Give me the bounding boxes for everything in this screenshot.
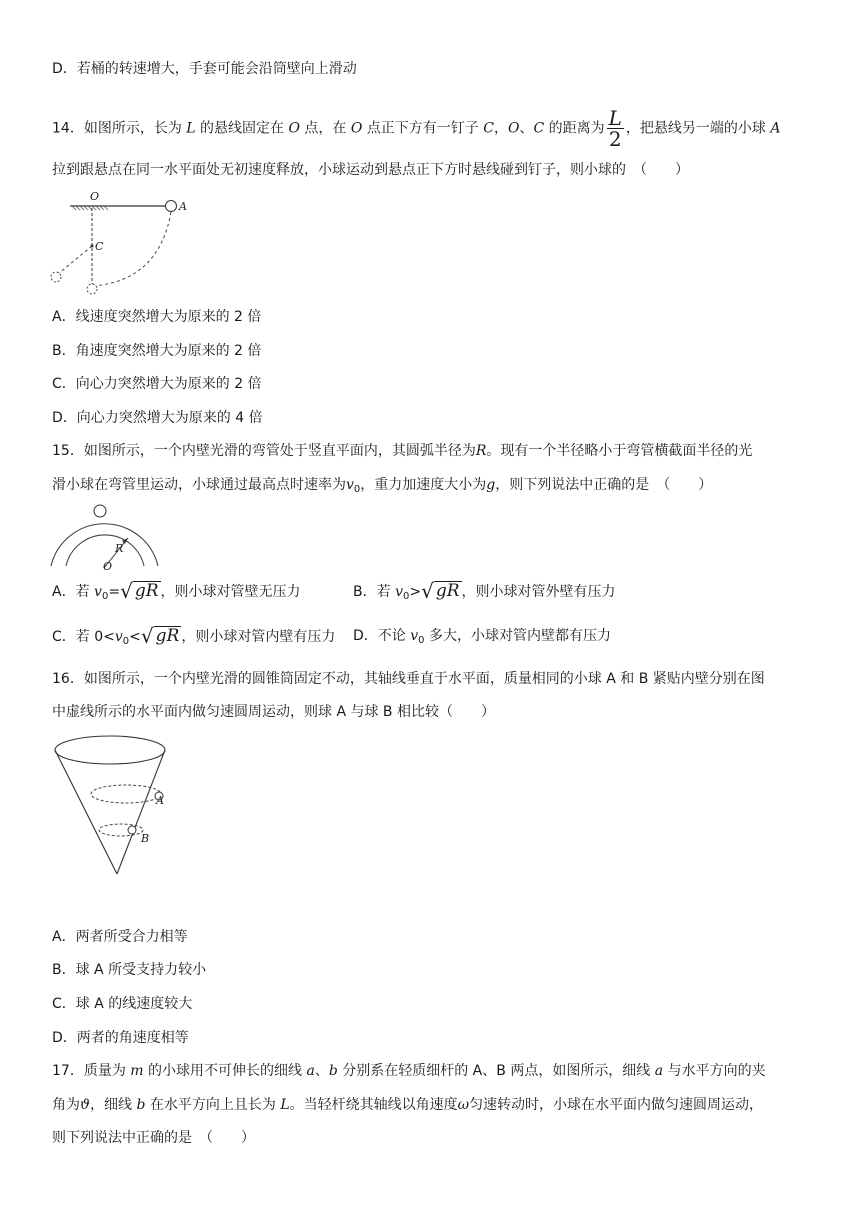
fig-label-R: R (115, 542, 124, 555)
text: < (129, 629, 141, 645)
fig-label-A: A (179, 200, 187, 213)
subscript: 0 (402, 591, 410, 602)
text: 的小球用不可伸长的细线 (143, 1063, 307, 1079)
sqrt-icon: √ (120, 579, 133, 603)
text: 。现有一个半径略小于弯管横截面半径的光 (486, 443, 753, 459)
text: 的悬线固定在 (200, 120, 285, 137)
q13-option-d: D．若桶的转速增大，手套可能会沿筒壁向上滑动 (52, 61, 357, 77)
q14-pendulum-figure (44, 190, 204, 300)
var-a: a (306, 1063, 315, 1079)
text: 17．质量为 (52, 1063, 131, 1079)
sqrt-content: gR (134, 581, 159, 601)
q14-stem-line2: 拉到跟悬点在同一水平面处无初速度释放，小球运动到悬点正下方时悬线碰到钉子，则小球的 （ ） (52, 162, 689, 178)
text: 15．如图所示，一个内壁光滑的弯管处于竖直平面内，其圆弧半径为 (52, 443, 476, 459)
q14-stem-line1 (52, 108, 781, 149)
q16-stem-line1: 16．如图所示，一个内壁光滑的圆锥筒固定不动，其轴线垂直于水平面，质量相同的小球 A 和 B 紧贴内壁分别在图 (52, 671, 765, 687)
text: C．若 0< (52, 629, 115, 645)
var-m: m (130, 1063, 144, 1079)
fig-label-O: O (90, 190, 100, 203)
text: 点，在 (304, 120, 347, 137)
q14-option-b: B．角速度突然增大为原来的 2 倍 (52, 343, 262, 359)
text: ，细线 (90, 1097, 137, 1113)
text: 、 (519, 120, 534, 137)
var-C: C (533, 120, 545, 137)
text: > (409, 584, 422, 600)
var-v: v (346, 477, 354, 493)
text: 点正下方有一钉子 (366, 120, 479, 137)
text: 的距离为 (548, 120, 605, 137)
q14-option-d: D．向心力突然增大为原来的 4 倍 (52, 410, 263, 426)
text: ，则下列说法中正确的是 （ ） (495, 477, 713, 493)
text: 、 (314, 1063, 329, 1079)
text: D．不论 (353, 628, 411, 644)
fig-label-B: B (141, 832, 150, 845)
text: 在水平方向上且长为 (145, 1097, 281, 1113)
sqrt-icon: √ (140, 624, 154, 648)
text: A．若 (52, 584, 95, 600)
subscript: 0 (353, 484, 361, 495)
q16-cone-figure (50, 732, 180, 878)
q16-option-d: D．两者的角速度相等 (52, 1030, 189, 1046)
text: 匀速转动时，小球在水平面内做匀速圆周运动， (469, 1097, 764, 1113)
q16-option-b: B．球 A 所受支持力较小 (52, 962, 207, 978)
var-R: R (475, 443, 487, 459)
subscript: 0 (122, 636, 130, 647)
q15-option-a (52, 581, 301, 607)
var-a: a (654, 1063, 664, 1079)
q15-option-c (52, 626, 335, 652)
var-C: C (483, 120, 494, 137)
var-O: O (288, 120, 300, 137)
text: ，把悬线另一端的小球 (625, 120, 766, 137)
var-v: v (114, 629, 123, 645)
text: ，则小球对管壁无压力 (160, 584, 301, 600)
var-O: O (507, 120, 520, 137)
text: 滑小球在弯管里运动，小球通过最高点时速率为 (52, 477, 346, 493)
var-L: L (186, 120, 196, 137)
text: B．若 (353, 584, 396, 600)
fig-label-O: O (103, 560, 113, 572)
sqrt-content: gR (155, 626, 180, 646)
q15-tube-figure (48, 500, 163, 572)
subscript: 0 (101, 591, 109, 602)
text: 。当轻杆绕其轴线以角速度 (289, 1097, 458, 1113)
fraction-L-over-2 (607, 108, 624, 149)
q15-stem-line1 (52, 441, 752, 461)
var-omega: ω (457, 1097, 470, 1113)
text: 分别系在轻质细杆的 A、B 两点，如图所示，细线 (337, 1063, 655, 1079)
q15-stem-line2 (52, 475, 712, 500)
var-v: v (410, 628, 419, 644)
var-g: g (486, 477, 496, 493)
q14-option-c: C．向心力突然增大为原来的 2 倍 (52, 376, 262, 392)
text: ，则小球对管外壁有压力 (461, 584, 616, 600)
text: 与水平方向的夹 (663, 1063, 766, 1079)
denominator: 2 (608, 127, 622, 151)
q16-stem-line2: 中虚线所示的水平面内做匀速圆周运动，则球 A 与球 B 相比较（ ） (52, 704, 495, 720)
q14-option-a: A．线速度突然增大为原来的 2 倍 (52, 309, 262, 325)
text: ，则小球对管内壁有压力 (181, 629, 336, 645)
var-O: O (350, 120, 363, 137)
q17-stem-line3: 则下列说法中正确的是 （ ） (52, 1130, 255, 1146)
text: ， (493, 120, 508, 137)
q17-stem-line1 (52, 1061, 766, 1081)
text: ，重力加速度大小为 (360, 477, 487, 493)
text: 多大，小球对管内壁都有压力 (424, 628, 611, 644)
q15-option-b (353, 581, 616, 607)
var-A: A (770, 120, 781, 137)
text: 角为 (52, 1097, 80, 1113)
q15-option-d (353, 626, 611, 651)
q17-stem-line2 (52, 1095, 763, 1115)
var-v: v (94, 584, 102, 600)
text: 14．如图所示，长为 (52, 120, 182, 137)
sqrt-content: gR (435, 581, 460, 601)
var-b: b (328, 1063, 338, 1079)
q16-option-c: C．球 A 的线速度较大 (52, 996, 193, 1012)
fig-label-A: A (156, 794, 164, 807)
numerator: L (608, 106, 622, 130)
text: = (108, 584, 121, 600)
var-b: b (136, 1097, 146, 1113)
var-L: L (280, 1097, 290, 1113)
sqrt-icon: √ (421, 579, 434, 603)
subscript: 0 (418, 635, 425, 646)
fig-label-C: C (95, 240, 104, 253)
var-v: v (395, 584, 403, 600)
q16-option-a: A．两者所受合力相等 (52, 929, 188, 945)
var-theta: ϑ (80, 1097, 91, 1113)
